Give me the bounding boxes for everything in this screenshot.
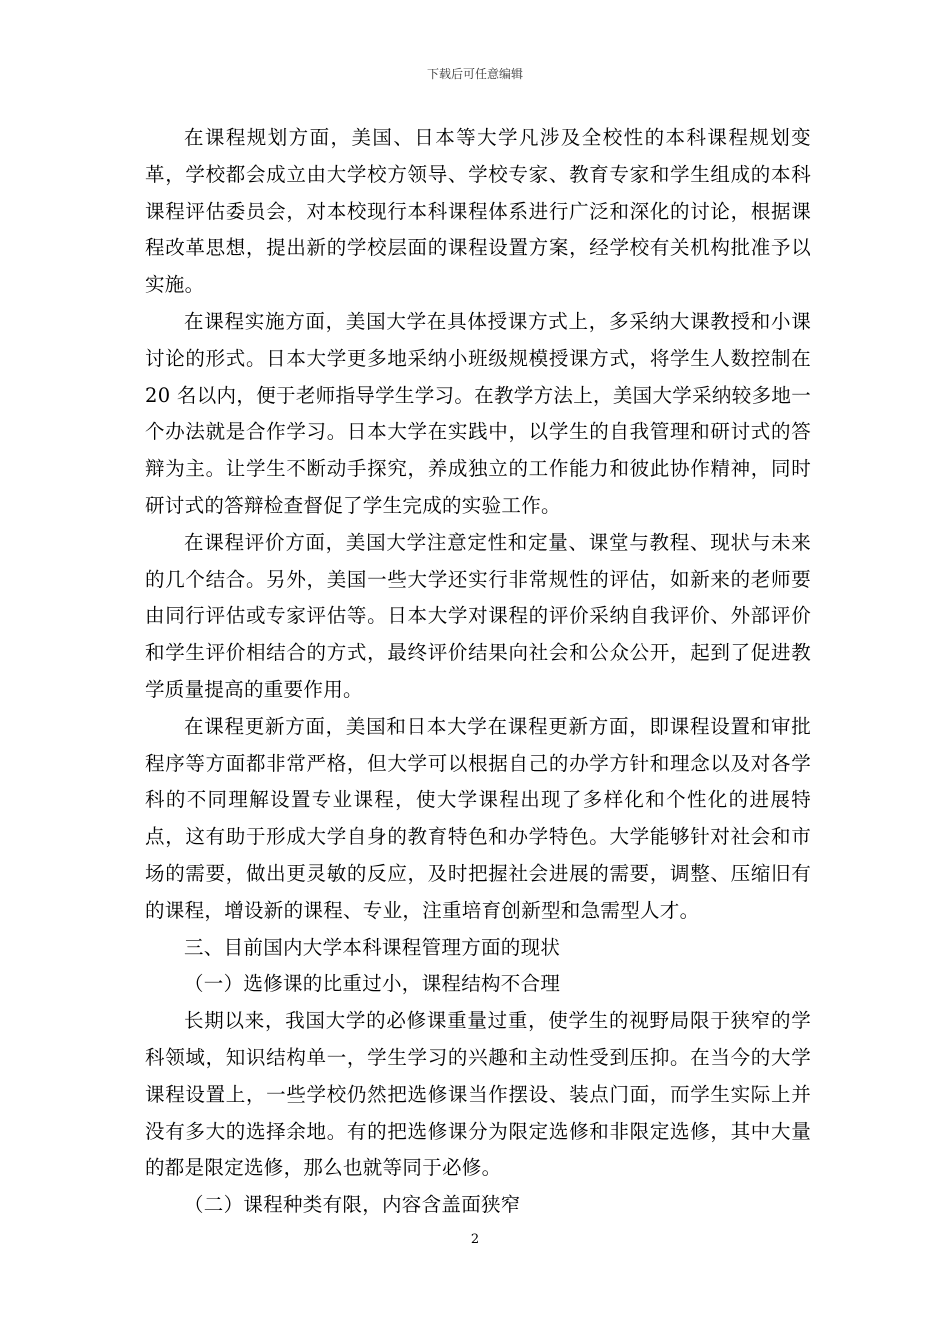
page-header: 下载后可任意编辑 (426, 67, 523, 81)
document-body (145, 120, 811, 1224)
section-heading: 三、目前国内大学本科课程管理方面的现状 (184, 935, 561, 959)
page-number: 2 (470, 1232, 480, 1247)
paragraph-elective-courses: 长期以来，我国大学的必修课重量过重，使学生的视野局限于狭窄的学科领域，知识结构单一，学生学习的兴趣和主动性受到压抑。在当今的大学课程设置上，一些学校仍然把选修课当作摆设、装点门面，而学生实际上并没有多大的选择余地。有的把选修课分为限定选修和非限定选修，其中大量的都是限定选修，那么也就等同于必修。 (145, 1009, 811, 1180)
subsection-heading-1: （一）选修课的比重过小，课程结构不合理 (184, 972, 561, 996)
subsection-heading-2: （二）课程种类有限，内容含盖面狭窄 (184, 1193, 521, 1217)
paragraph-curriculum-evaluation: 在课程评价方面，美国大学注意定性和定量、课堂与教程、现状与未来的几个结合。另外，美国一些大学还实行非常规性的评估，如新来的老师要由同行评估或专家评估等。日本大学对课程的评价采纳自我评价、外部评价和学生评价相结合的方式，最终评价结果向社会和公众公开，起到了促进教学质量提高的重要作用。 (145, 530, 811, 701)
paragraph-curriculum-planning: 在课程规划方面，美国、日本等大学凡涉及全校性的本科课程规划变革，学校都会成立由大学校方领导、学校专家、教育专家和学生组成的本科课程评估委员会，对本校现行本科课程体系进行广泛和深化的讨论，根据课程改革思想，提出新的学校层面的课程设置方案，经学校有关机构批准予以实施。 (145, 126, 811, 297)
paragraph-curriculum-implementation: 在课程实施方面，美国大学在具体授课方式上，多采纳大课教授和小课讨论的形式。日本大学更多地采纳小班级规模授课方式，将学生人数控制在 20 名以内，便于老师指导学生学习。在教学方法上，美国大学采纳较多地一个办法就是合作学习。日本大学在实践中，以学生的自我管理和研讨式的答辩为主。让学生不断动手探究，养成独立的工作能力和彼此协作精神，同时研讨式的答辩检查督促了学生完成的实验工作。 (145, 309, 811, 517)
paragraph-curriculum-update: 在课程更新方面，美国和日本大学在课程更新方面，即课程设置和审批程序等方面都非常严格，但大学可以根据自己的办学方针和理念以及对各学科的不同理解设置专业课程，使大学课程出现了多样化和个性化的进展特点，这有助于形成大学自身的教育特色和办学特色。大学能够针对社会和市场的需要，做出更灵敏的反应，及时把握社会进展的需要，调整、压缩旧有的课程，增设新的课程、专业，注重培育创新型和急需型人才。 (145, 714, 811, 922)
